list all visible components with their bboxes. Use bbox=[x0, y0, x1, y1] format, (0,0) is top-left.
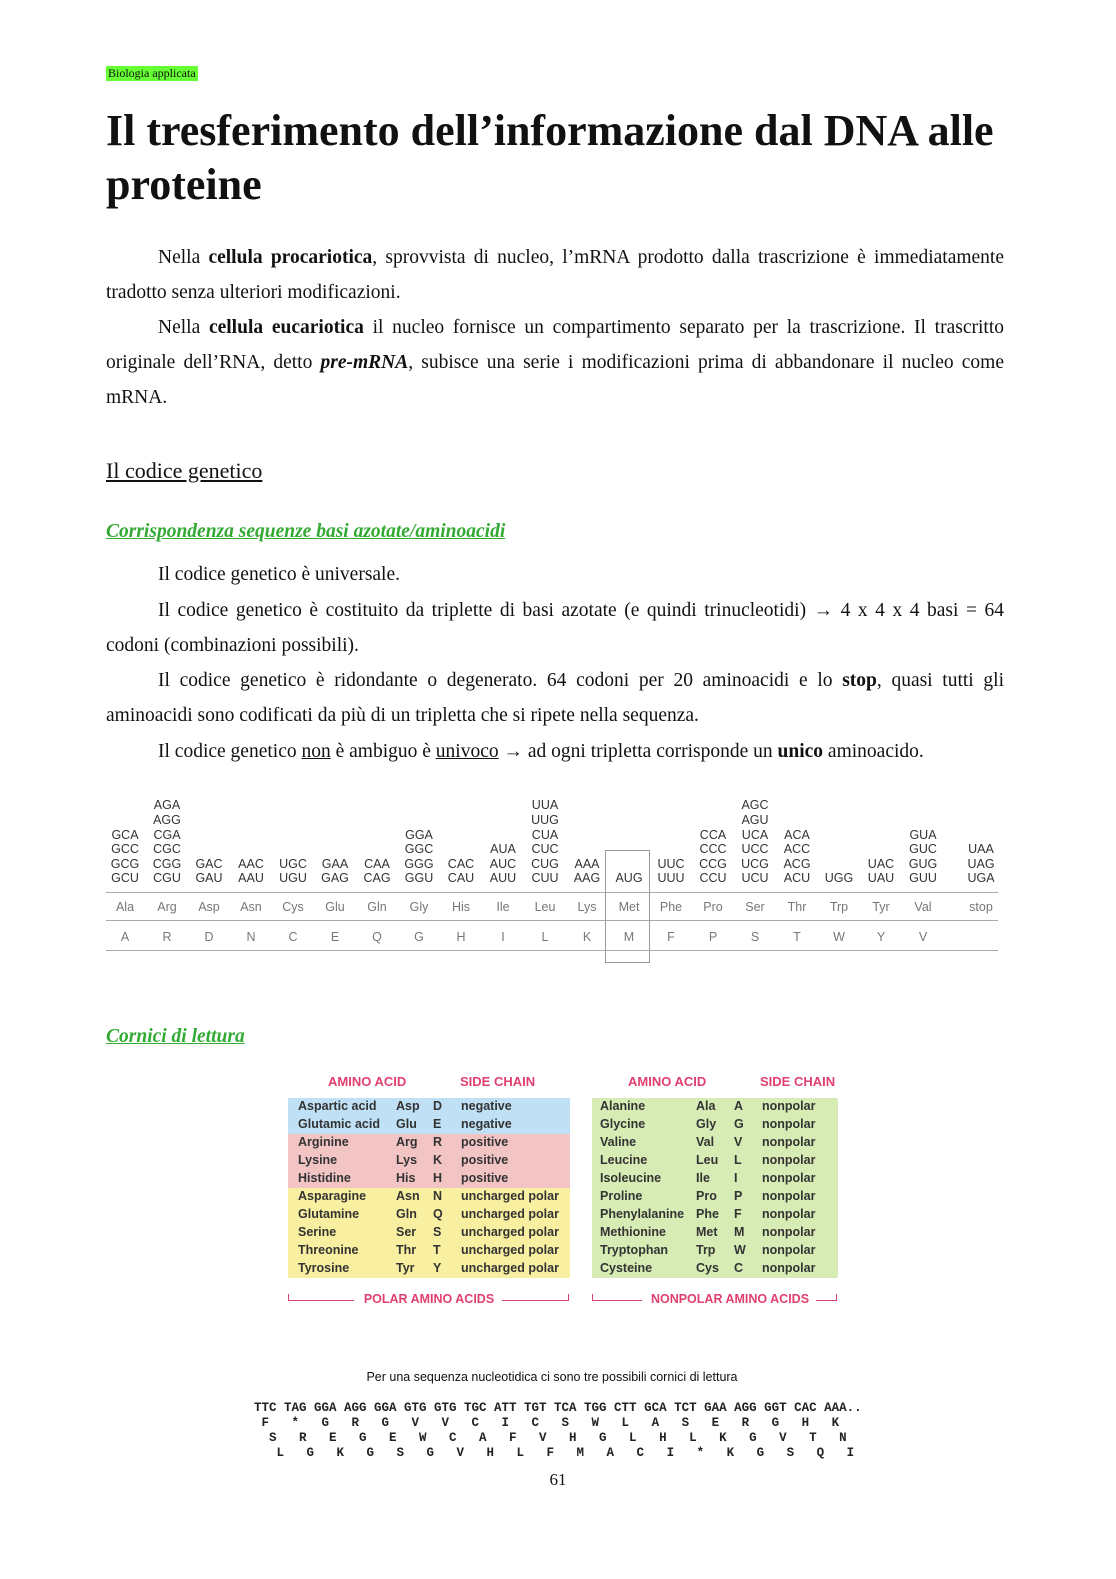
codon: AAG bbox=[573, 871, 601, 886]
codon-list bbox=[692, 794, 734, 886]
side-chain-type: nonpolar bbox=[762, 1207, 816, 1221]
codon-list bbox=[356, 794, 398, 886]
amino-acid-row bbox=[592, 1242, 838, 1260]
amino-acid-letter: Y bbox=[876, 930, 886, 944]
side-chain-type: nonpolar bbox=[762, 1189, 816, 1203]
codon: ACA bbox=[784, 827, 810, 842]
amino-acid-abbreviation: Ser bbox=[745, 900, 765, 914]
side-chain-type: nonpolar bbox=[762, 1135, 816, 1149]
amino-acid-abbreviation: Trp bbox=[696, 1243, 716, 1257]
amino-acid-letter: C bbox=[288, 930, 298, 944]
amino-acid-abbreviation: His bbox=[396, 1171, 416, 1185]
codon-stack bbox=[608, 871, 650, 886]
amino-acid-letter: E bbox=[330, 930, 340, 944]
amino-acid-abbreviation: Phe bbox=[696, 1207, 719, 1221]
codon: CUA bbox=[531, 827, 559, 842]
amino-acid-abbreviation: stop bbox=[969, 900, 993, 914]
codon-table-divider bbox=[106, 892, 998, 893]
codon: GAG bbox=[321, 871, 349, 886]
amino-acid-abbreviation: Ser bbox=[396, 1225, 417, 1239]
page-number: 61 bbox=[549, 1470, 567, 1489]
amino-acid-abbreviation: Met bbox=[618, 900, 640, 914]
codon-list bbox=[524, 794, 566, 886]
amino-acid-row bbox=[288, 1098, 570, 1116]
codon: CAU bbox=[447, 871, 475, 886]
footer-bracket bbox=[568, 1294, 569, 1301]
amino-acid-letter: W bbox=[833, 930, 845, 944]
codon: GAC bbox=[195, 856, 223, 871]
codon-stack bbox=[440, 857, 482, 886]
amino-acid-abbreviation: Asn bbox=[240, 900, 262, 914]
amino-acid-name: Aspartic acid bbox=[298, 1099, 377, 1113]
amino-acid-row bbox=[288, 1152, 570, 1170]
amino-acid-name: Tryptophan bbox=[600, 1243, 669, 1257]
codon: CAG bbox=[363, 871, 391, 886]
codon-table-divider bbox=[106, 950, 998, 951]
amino-acid-name: Serine bbox=[298, 1225, 337, 1239]
codon: CCU bbox=[699, 871, 727, 886]
codon-list bbox=[818, 794, 860, 886]
amino-acid-letter: H bbox=[456, 930, 466, 944]
side-chain-type: uncharged polar bbox=[461, 1261, 559, 1275]
codon-table-divider bbox=[106, 920, 998, 921]
amino-acid-abbreviation: Ile bbox=[696, 1171, 710, 1185]
amino-acid-abbreviation: Thr bbox=[396, 1243, 417, 1257]
codon-list bbox=[440, 794, 482, 886]
codon-list bbox=[650, 794, 692, 886]
side-chain-type: positive bbox=[461, 1153, 509, 1167]
codon: GCC bbox=[111, 842, 139, 857]
codon: UGC bbox=[279, 856, 307, 871]
header-tag: Biologia applicata bbox=[108, 66, 196, 80]
amino-acid-row bbox=[592, 1134, 838, 1152]
amino-acid-letter: R bbox=[433, 1135, 443, 1149]
codon: UCC bbox=[741, 842, 769, 857]
codon-stack bbox=[650, 857, 692, 886]
side-chain-type: nonpolar bbox=[762, 1243, 816, 1257]
amino-acid-abbreviation: Thr bbox=[787, 900, 807, 914]
reading-frames-caption: Per una sequenza nucleotidica ci sono tre possibili cornici di lettura bbox=[366, 1370, 738, 1384]
amino-acid-row bbox=[288, 1188, 570, 1206]
amino-acid-letter: G bbox=[414, 930, 424, 944]
amino-acid-abbreviation: Asn bbox=[396, 1189, 420, 1203]
amino-acid-letter: P bbox=[708, 930, 718, 944]
amino-acid-letter: E bbox=[433, 1117, 442, 1131]
amino-acid-letter: F bbox=[667, 930, 675, 944]
side-chain-type: negative bbox=[461, 1099, 512, 1113]
codon-list bbox=[776, 794, 818, 886]
amino-acid-row bbox=[288, 1206, 570, 1224]
codon: CCG bbox=[699, 856, 727, 871]
amino-acid-letter: N bbox=[433, 1189, 443, 1203]
reading-frame-1: F * G R G V V C I C S W L A S E R G H K bbox=[254, 1416, 840, 1430]
side-chain-type: uncharged polar bbox=[461, 1207, 559, 1221]
reading-frame-2: S R E G E W C A F V H G L H L K G V T N bbox=[254, 1431, 847, 1445]
codon: UAC bbox=[867, 856, 895, 871]
column-header-side-chain: SIDE CHAIN bbox=[460, 1074, 536, 1089]
amino-acid-abbreviation: His bbox=[451, 900, 471, 914]
amino-acid-row bbox=[592, 1224, 838, 1242]
amino-acid-name: Isoleucine bbox=[600, 1171, 662, 1185]
side-chain-type: nonpolar bbox=[762, 1171, 816, 1185]
codon-stack bbox=[146, 798, 188, 886]
amino-acid-name: Asparagine bbox=[298, 1189, 367, 1203]
intro-paragraph-2: Nella cellula eucariotica il nucleo fornisce un compartimento separato per la trascrizione. Il trascritto originale dell’RNA, detto pre-mRNA, subisce una serie i modificazioni prima di abbandonare il nucleo come mRNA. bbox=[106, 317, 1004, 408]
codon: UUC bbox=[657, 856, 685, 871]
side-chain-type: positive bbox=[461, 1171, 509, 1185]
amino-acid-abbreviation: Asp bbox=[198, 900, 220, 914]
codon: GUA bbox=[909, 827, 937, 842]
amino-acid-name: Glycine bbox=[600, 1117, 646, 1131]
amino-acid-abbreviation: Gln bbox=[367, 900, 387, 914]
side-chain-type: uncharged polar bbox=[461, 1243, 559, 1257]
amino-acid-letter: D bbox=[433, 1099, 443, 1113]
footer-bracket bbox=[288, 1300, 354, 1301]
codon-list bbox=[146, 794, 188, 886]
nucleotide-sequence: TTC TAG GGA AGG GGA GTG GTG TGC ATT TGT TCA TGG CTT GCA TCT GAA AGG GGT CAC AAA.. bbox=[254, 1401, 862, 1415]
amino-acid-row bbox=[592, 1188, 838, 1206]
codon: AGG bbox=[153, 813, 181, 828]
amino-acid-row bbox=[288, 1170, 570, 1188]
codon: GCA bbox=[111, 827, 139, 842]
codon-stack bbox=[566, 857, 608, 886]
codon-list bbox=[734, 794, 776, 886]
section-heading-genetic-code: Il codice genetico bbox=[106, 458, 263, 483]
side-chain-type: uncharged polar bbox=[461, 1189, 559, 1203]
reading-frame-3: L G K G S G V H L F M A C I * K G S Q I bbox=[254, 1446, 855, 1460]
codon-stack bbox=[188, 857, 230, 886]
codon-stack bbox=[734, 798, 776, 886]
codon: GUC bbox=[909, 842, 937, 857]
amino-acid-abbreviation: Cys bbox=[282, 900, 304, 914]
codon: AAC bbox=[238, 856, 264, 871]
amino-acid-abbreviation: Ile bbox=[496, 900, 510, 914]
amino-acid-letter: Q bbox=[372, 930, 382, 944]
page-title: Il tresferimento dell’informazione dal DNA alle proteine bbox=[106, 106, 994, 209]
amino-acid-name: Methionine bbox=[600, 1225, 666, 1239]
codon: CUC bbox=[531, 842, 559, 857]
amino-acid-letter: M bbox=[623, 930, 635, 944]
codon: CUG bbox=[531, 856, 559, 871]
codon: GUU bbox=[909, 871, 937, 886]
codon-list bbox=[566, 794, 608, 886]
codon-table bbox=[106, 794, 998, 964]
codon: GAA bbox=[321, 856, 349, 871]
codon-list bbox=[272, 794, 314, 886]
codon: CUU bbox=[531, 871, 559, 886]
amino-acid-letter: I bbox=[501, 930, 505, 944]
amino-acid-letter: L bbox=[541, 930, 549, 944]
side-chain-type: positive bbox=[461, 1135, 509, 1149]
amino-acid-abbreviation: Leu bbox=[696, 1153, 719, 1167]
intro-paragraph-1: Nella cellula procariotica, sprovvista di nucleo, l’mRNA prodotto dalla trascrizione è immediatamente tradotto senza ulteriori modificazioni. bbox=[106, 247, 1004, 303]
column-header-amino-acid: AMINO ACID bbox=[628, 1074, 707, 1089]
amino-acid-abbreviation: Trp bbox=[829, 900, 849, 914]
codon-list bbox=[960, 794, 1002, 886]
codon: GGC bbox=[404, 842, 434, 857]
amino-acid-name: Tyrosine bbox=[298, 1261, 350, 1275]
codon-stack bbox=[960, 842, 1002, 886]
codon: CAC bbox=[447, 856, 475, 871]
codon-stack bbox=[692, 828, 734, 886]
amino-acid-row bbox=[592, 1152, 838, 1170]
amino-acid-letter: K bbox=[433, 1153, 443, 1167]
amino-acid-abbreviation: Val bbox=[696, 1135, 715, 1149]
amino-acid-letter: M bbox=[734, 1225, 745, 1239]
side-chain-type: nonpolar bbox=[762, 1225, 816, 1239]
codon: UGG bbox=[824, 871, 854, 886]
amino-acid-abbreviation: Val bbox=[914, 900, 932, 914]
amino-acid-abbreviation: Arg bbox=[157, 900, 177, 914]
amino-acid-name: Arginine bbox=[298, 1135, 349, 1149]
amino-acid-abbreviation: Phe bbox=[659, 900, 683, 914]
codon: AGA bbox=[153, 798, 181, 813]
codon: UAG bbox=[967, 856, 995, 871]
amino-acid-row bbox=[288, 1134, 570, 1152]
amino-acid-letter: R bbox=[162, 930, 172, 944]
codon-stack bbox=[104, 828, 146, 886]
amino-acid-letter: K bbox=[582, 930, 592, 944]
amino-acid-letter: A bbox=[734, 1099, 744, 1113]
codon: UUA bbox=[531, 798, 559, 813]
codon-list bbox=[314, 794, 356, 886]
side-chain-type: negative bbox=[461, 1117, 512, 1131]
side-chain-type: nonpolar bbox=[762, 1153, 816, 1167]
amino-acid-name: Lysine bbox=[298, 1153, 338, 1167]
amino-acid-letter: H bbox=[433, 1171, 443, 1185]
amino-acid-abbreviation: Pro bbox=[703, 900, 723, 914]
code-paragraph-3: Il codice genetico è ridondante o degenerato. 64 codoni per 20 aminoacidi e lo stop, quasi tutti gli aminoacidi sono codificati da più di un tripletta che si ripete nella sequenza. bbox=[106, 670, 1004, 726]
nonpolar-amino-acids-table bbox=[592, 1074, 838, 1314]
codon-stack bbox=[314, 857, 356, 886]
codon-list bbox=[902, 794, 944, 886]
amino-acid-abbreviation: Gly bbox=[696, 1117, 717, 1131]
amino-acid-name: Glutamine bbox=[298, 1207, 360, 1221]
amino-acid-letter: A bbox=[120, 930, 130, 944]
amino-acid-abbreviation: Glu bbox=[396, 1117, 417, 1131]
codon: AAA bbox=[574, 856, 600, 871]
codon-list bbox=[104, 794, 146, 886]
amino-acid-letter: V bbox=[734, 1135, 743, 1149]
codon: UCA bbox=[741, 827, 769, 842]
column-header-amino-acid: AMINO ACID bbox=[328, 1074, 407, 1089]
amino-acid-row bbox=[592, 1098, 838, 1116]
amino-acid-letter: Y bbox=[433, 1261, 442, 1275]
amino-acid-letter: Q bbox=[433, 1207, 443, 1221]
amino-acid-letter: S bbox=[750, 930, 760, 944]
codon: ACG bbox=[783, 856, 811, 871]
amino-acid-row bbox=[592, 1116, 838, 1134]
footer-bracket bbox=[816, 1300, 836, 1301]
codon-list bbox=[188, 794, 230, 886]
amino-acid-row bbox=[288, 1116, 570, 1134]
codon: CCC bbox=[699, 842, 727, 857]
codon: AUU bbox=[489, 871, 517, 886]
codon-stack bbox=[482, 842, 524, 886]
amino-acid-letter: T bbox=[433, 1243, 441, 1257]
codon-stack bbox=[860, 857, 902, 886]
amino-acid-letter: I bbox=[734, 1171, 738, 1185]
amino-acid-abbreviation: Glu bbox=[325, 900, 345, 914]
amino-acid-letter: D bbox=[204, 930, 214, 944]
codon-stack bbox=[356, 857, 398, 886]
amino-acid-letter: F bbox=[734, 1207, 742, 1221]
amino-acid-letter: L bbox=[734, 1153, 742, 1167]
codon: UAA bbox=[968, 842, 994, 857]
side-chain-type: nonpolar bbox=[762, 1261, 816, 1275]
footer-bracket bbox=[502, 1300, 568, 1301]
amino-acid-abbreviation: Leu bbox=[534, 900, 556, 914]
codon: AGU bbox=[741, 813, 769, 828]
codon: CGC bbox=[153, 842, 181, 857]
codon: GCU bbox=[111, 871, 139, 886]
footer-nonpolar-label: NONPOLAR AMINO ACIDS bbox=[650, 1292, 810, 1306]
codon: UCU bbox=[741, 871, 769, 886]
codon-list bbox=[482, 794, 524, 886]
codon: UUG bbox=[531, 813, 559, 828]
amino-acid-abbreviation: Cys bbox=[696, 1261, 719, 1275]
amino-acid-row bbox=[592, 1260, 838, 1278]
codon-list bbox=[608, 794, 650, 886]
amino-acid-abbreviation: Gln bbox=[396, 1207, 417, 1221]
amino-acid-row bbox=[592, 1170, 838, 1188]
amino-acid-name: Leucine bbox=[600, 1153, 648, 1167]
amino-acid-name: Proline bbox=[600, 1189, 643, 1203]
codon: GGA bbox=[405, 827, 433, 842]
codon-stack bbox=[776, 828, 818, 886]
subheading-reading-frames: Cornici di lettura bbox=[106, 1026, 245, 1047]
codon-list bbox=[860, 794, 902, 886]
amino-acid-abbreviation: Ala bbox=[696, 1099, 716, 1113]
codon: UGU bbox=[279, 871, 307, 886]
codon: AGC bbox=[741, 798, 769, 813]
amino-acid-abbreviation: Tyr bbox=[872, 900, 890, 914]
codon: CCA bbox=[699, 827, 727, 842]
codon: AUG bbox=[615, 871, 643, 886]
amino-acid-name: Threonine bbox=[298, 1243, 359, 1257]
code-paragraph-1: Il codice genetico è universale. bbox=[158, 564, 401, 585]
amino-acid-name: Glutamic acid bbox=[298, 1117, 380, 1131]
codon: ACU bbox=[783, 871, 811, 886]
amino-acid-letter: G bbox=[734, 1117, 744, 1131]
footer-bracket bbox=[592, 1300, 642, 1301]
codon-stack bbox=[398, 828, 440, 886]
amino-acid-letter: C bbox=[734, 1261, 744, 1275]
amino-acid-letter: S bbox=[433, 1225, 442, 1239]
amino-acid-name: Phenylalanine bbox=[600, 1207, 685, 1221]
code-paragraph-4: Il codice genetico non è ambiguo è univoco → ad ogni tripletta corrisponde un unico aminoacido. bbox=[158, 741, 924, 762]
footer-polar-label: POLAR AMINO ACIDS bbox=[363, 1292, 495, 1306]
codon: CGG bbox=[152, 856, 182, 871]
amino-acid-letter: V bbox=[918, 930, 928, 944]
amino-acid-abbreviation: Lys bbox=[577, 900, 597, 914]
codon: GUG bbox=[908, 856, 938, 871]
amino-acid-abbreviation: Met bbox=[696, 1225, 718, 1239]
amino-acid-abbreviation: Ala bbox=[115, 900, 135, 914]
codon: GGU bbox=[404, 871, 434, 886]
codon: CGU bbox=[153, 871, 181, 886]
amino-acid-abbreviation: Arg bbox=[396, 1135, 418, 1149]
side-chain-type: uncharged polar bbox=[461, 1225, 559, 1239]
amino-acid-letter: T bbox=[793, 930, 801, 944]
codon: UGA bbox=[967, 871, 995, 886]
code-paragraph-2: Il codice genetico è costituito da triplette di basi azotate (e quindi trinucleotidi) → 4 x 4 x 4 basi = 64 codoni (combinazioni possibili). bbox=[106, 600, 1004, 656]
codon: CAA bbox=[364, 856, 390, 871]
amino-acid-row bbox=[288, 1242, 570, 1260]
codon: GAU bbox=[195, 871, 223, 886]
amino-acid-abbreviation: Gly bbox=[409, 900, 429, 914]
codon: UAU bbox=[867, 871, 895, 886]
amino-acid-name: Valine bbox=[600, 1135, 637, 1149]
codon-stack bbox=[272, 857, 314, 886]
codon-stack bbox=[230, 857, 272, 886]
codon: GCG bbox=[110, 856, 140, 871]
codon: AUC bbox=[489, 856, 517, 871]
column-header-side-chain: SIDE CHAIN bbox=[760, 1074, 836, 1089]
codon-list bbox=[398, 794, 440, 886]
polar-amino-acids-table bbox=[288, 1074, 570, 1314]
codon: CGA bbox=[153, 827, 181, 842]
codon: ACC bbox=[783, 842, 811, 857]
amino-acid-abbreviation: Pro bbox=[696, 1189, 717, 1203]
amino-acid-name: Cysteine bbox=[600, 1261, 653, 1275]
codon-stack bbox=[524, 798, 566, 886]
subheading-correspondence: Corrispondenza sequenze basi azotate/aminoacidi bbox=[106, 521, 506, 542]
footer-bracket bbox=[836, 1294, 837, 1301]
codon: UCG bbox=[741, 856, 769, 871]
codon: AUA bbox=[490, 842, 516, 857]
amino-acid-row bbox=[288, 1224, 570, 1242]
codon: UUU bbox=[657, 871, 685, 886]
codon-stack bbox=[902, 828, 944, 886]
amino-acid-abbreviation: Asp bbox=[396, 1099, 420, 1113]
amino-acid-name: Histidine bbox=[298, 1171, 351, 1185]
amino-acid-abbreviation: Lys bbox=[396, 1153, 418, 1167]
side-chain-type: nonpolar bbox=[762, 1117, 816, 1131]
codon: GGG bbox=[404, 856, 434, 871]
codon-list bbox=[230, 794, 272, 886]
amino-acid-letter: W bbox=[734, 1243, 746, 1257]
side-chain-type: nonpolar bbox=[762, 1099, 816, 1113]
amino-acid-letter: N bbox=[246, 930, 256, 944]
codon-stack bbox=[818, 871, 860, 886]
amino-acid-row bbox=[288, 1260, 570, 1278]
amino-acid-name: Alanine bbox=[600, 1099, 646, 1113]
amino-acid-abbreviation: Tyr bbox=[396, 1261, 415, 1275]
codon: AAU bbox=[238, 871, 264, 886]
amino-acid-row bbox=[592, 1206, 838, 1224]
amino-acid-letter: P bbox=[734, 1189, 743, 1203]
